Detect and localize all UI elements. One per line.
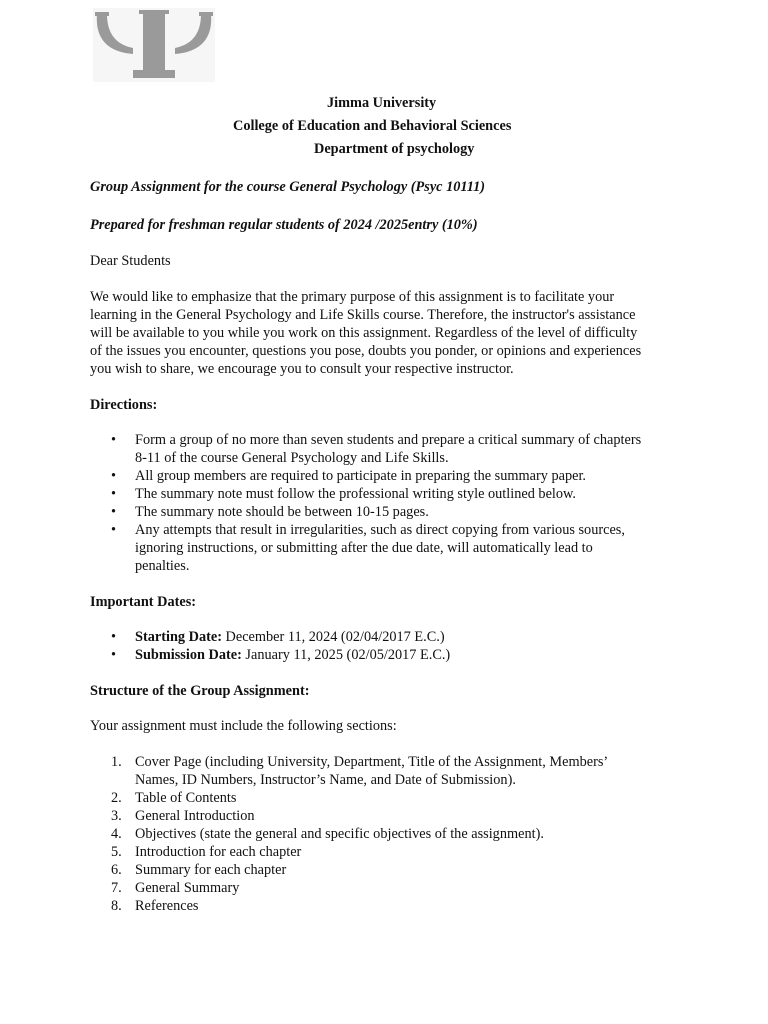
list-number: 1. <box>111 754 122 770</box>
list-item-line: General Summary <box>135 880 240 896</box>
list-item-line: Form a group of no more than seven students and prepare a critical summary of chapters <box>135 432 642 448</box>
list-number: 8. <box>111 898 122 914</box>
list-item <box>90 807 728 825</box>
list-item-line: ignoring instructions, or submitting after the due date, will automatically lead to <box>135 540 593 556</box>
bullet-icon: • <box>111 468 117 484</box>
list-item <box>90 521 728 575</box>
university-name: Jimma University <box>327 95 437 111</box>
date-label: Submission Date: <box>135 647 242 663</box>
list-item-line: Names, ID Numbers, Instructor’s Name, and Date of Submission). <box>135 772 516 788</box>
bullet-icon: • <box>111 504 117 520</box>
list-item <box>90 861 728 879</box>
list-item-line: General Introduction <box>135 808 255 824</box>
list-item <box>90 646 728 664</box>
directions-list <box>90 431 728 575</box>
list-item-line: References <box>135 898 199 914</box>
list-item <box>90 825 728 843</box>
college-name: College of Education and Behavioral Sciences <box>233 118 512 134</box>
list-number: 5. <box>111 844 122 860</box>
list-item-line: Cover Page (including University, Department, Title of the Assignment, Members’ <box>135 754 609 770</box>
prepared-for: Prepared for freshman regular students of 2024 /2025entry (10%) <box>90 217 478 233</box>
bullet-icon: • <box>111 522 117 538</box>
list-item <box>90 879 728 897</box>
intro-line: of the issues you encounter, questions you pose, doubts you ponder, or opinions and experiences <box>90 343 642 359</box>
structure-intro: Your assignment must include the following sections: <box>90 718 397 734</box>
bullet-icon: • <box>111 486 117 502</box>
greeting: Dear Students <box>90 253 171 269</box>
intro-paragraph <box>90 288 728 378</box>
intro-line: learning in the General Psychology and Life Skills course. Therefore, the instructor's assistance <box>90 307 636 323</box>
list-item <box>90 503 728 521</box>
intro-line: We would like to emphasize that the primary purpose of this assignment is to facilitate your <box>90 289 615 305</box>
list-item <box>90 467 728 485</box>
date-label: Starting Date: <box>135 629 222 645</box>
list-item-line: Any attempts that result in irregularities, such as direct copying from various sources, <box>135 522 625 538</box>
date-value: December 11, 2024 (02/04/2017 E.C.) <box>221 629 445 645</box>
list-number: 7. <box>111 880 122 896</box>
list-item <box>90 897 728 915</box>
list-item <box>90 843 728 861</box>
list-item-line: 8-11 of the course General Psychology and Life Skills. <box>135 450 449 466</box>
bullet-icon: • <box>111 432 117 448</box>
directions-heading: Directions: <box>90 397 158 413</box>
structure-list <box>90 753 728 915</box>
list-item <box>90 628 728 646</box>
important-dates-heading: Important Dates: <box>90 594 197 610</box>
date-value: January 11, 2025 (02/05/2017 E.C.) <box>241 647 451 663</box>
list-item-line: Objectives (state the general and specific objectives of the assignment). <box>135 826 544 842</box>
intro-line: you wish to share, we encourage you to consult your respective instructor. <box>90 361 514 377</box>
bullet-icon: • <box>111 629 117 645</box>
list-item-line: All group members are required to participate in preparing the summary paper. <box>135 468 586 484</box>
list-item <box>90 789 728 807</box>
list-item-line: Summary for each chapter <box>135 862 287 878</box>
list-item <box>90 485 728 503</box>
list-item-line: The summary note should be between 10-15 pages. <box>135 504 429 520</box>
important-dates-list <box>90 628 728 664</box>
department-name: Department of psychology <box>314 141 475 157</box>
list-number: 6. <box>111 862 122 878</box>
assignment-title: Group Assignment for the course General Psychology (Psyc 10111) <box>90 179 486 195</box>
structure-heading: Structure of the Group Assignment: <box>90 683 310 699</box>
list-item-line: The summary note must follow the professional writing style outlined below. <box>135 486 577 502</box>
bullet-icon: • <box>111 647 117 663</box>
list-item-line: Table of Contents <box>135 790 237 806</box>
list-number: 4. <box>111 826 122 842</box>
list-item <box>90 431 728 467</box>
list-number: 3. <box>111 808 122 824</box>
intro-line: will be available to you while you work on this assignment. Regardless of the level of difficulty <box>90 325 638 341</box>
list-item-line: Introduction for each chapter <box>135 844 302 860</box>
list-item <box>90 753 728 789</box>
list-item-line: penalties. <box>135 558 190 574</box>
psi-logo-icon <box>93 8 215 82</box>
list-number: 2. <box>111 790 122 806</box>
